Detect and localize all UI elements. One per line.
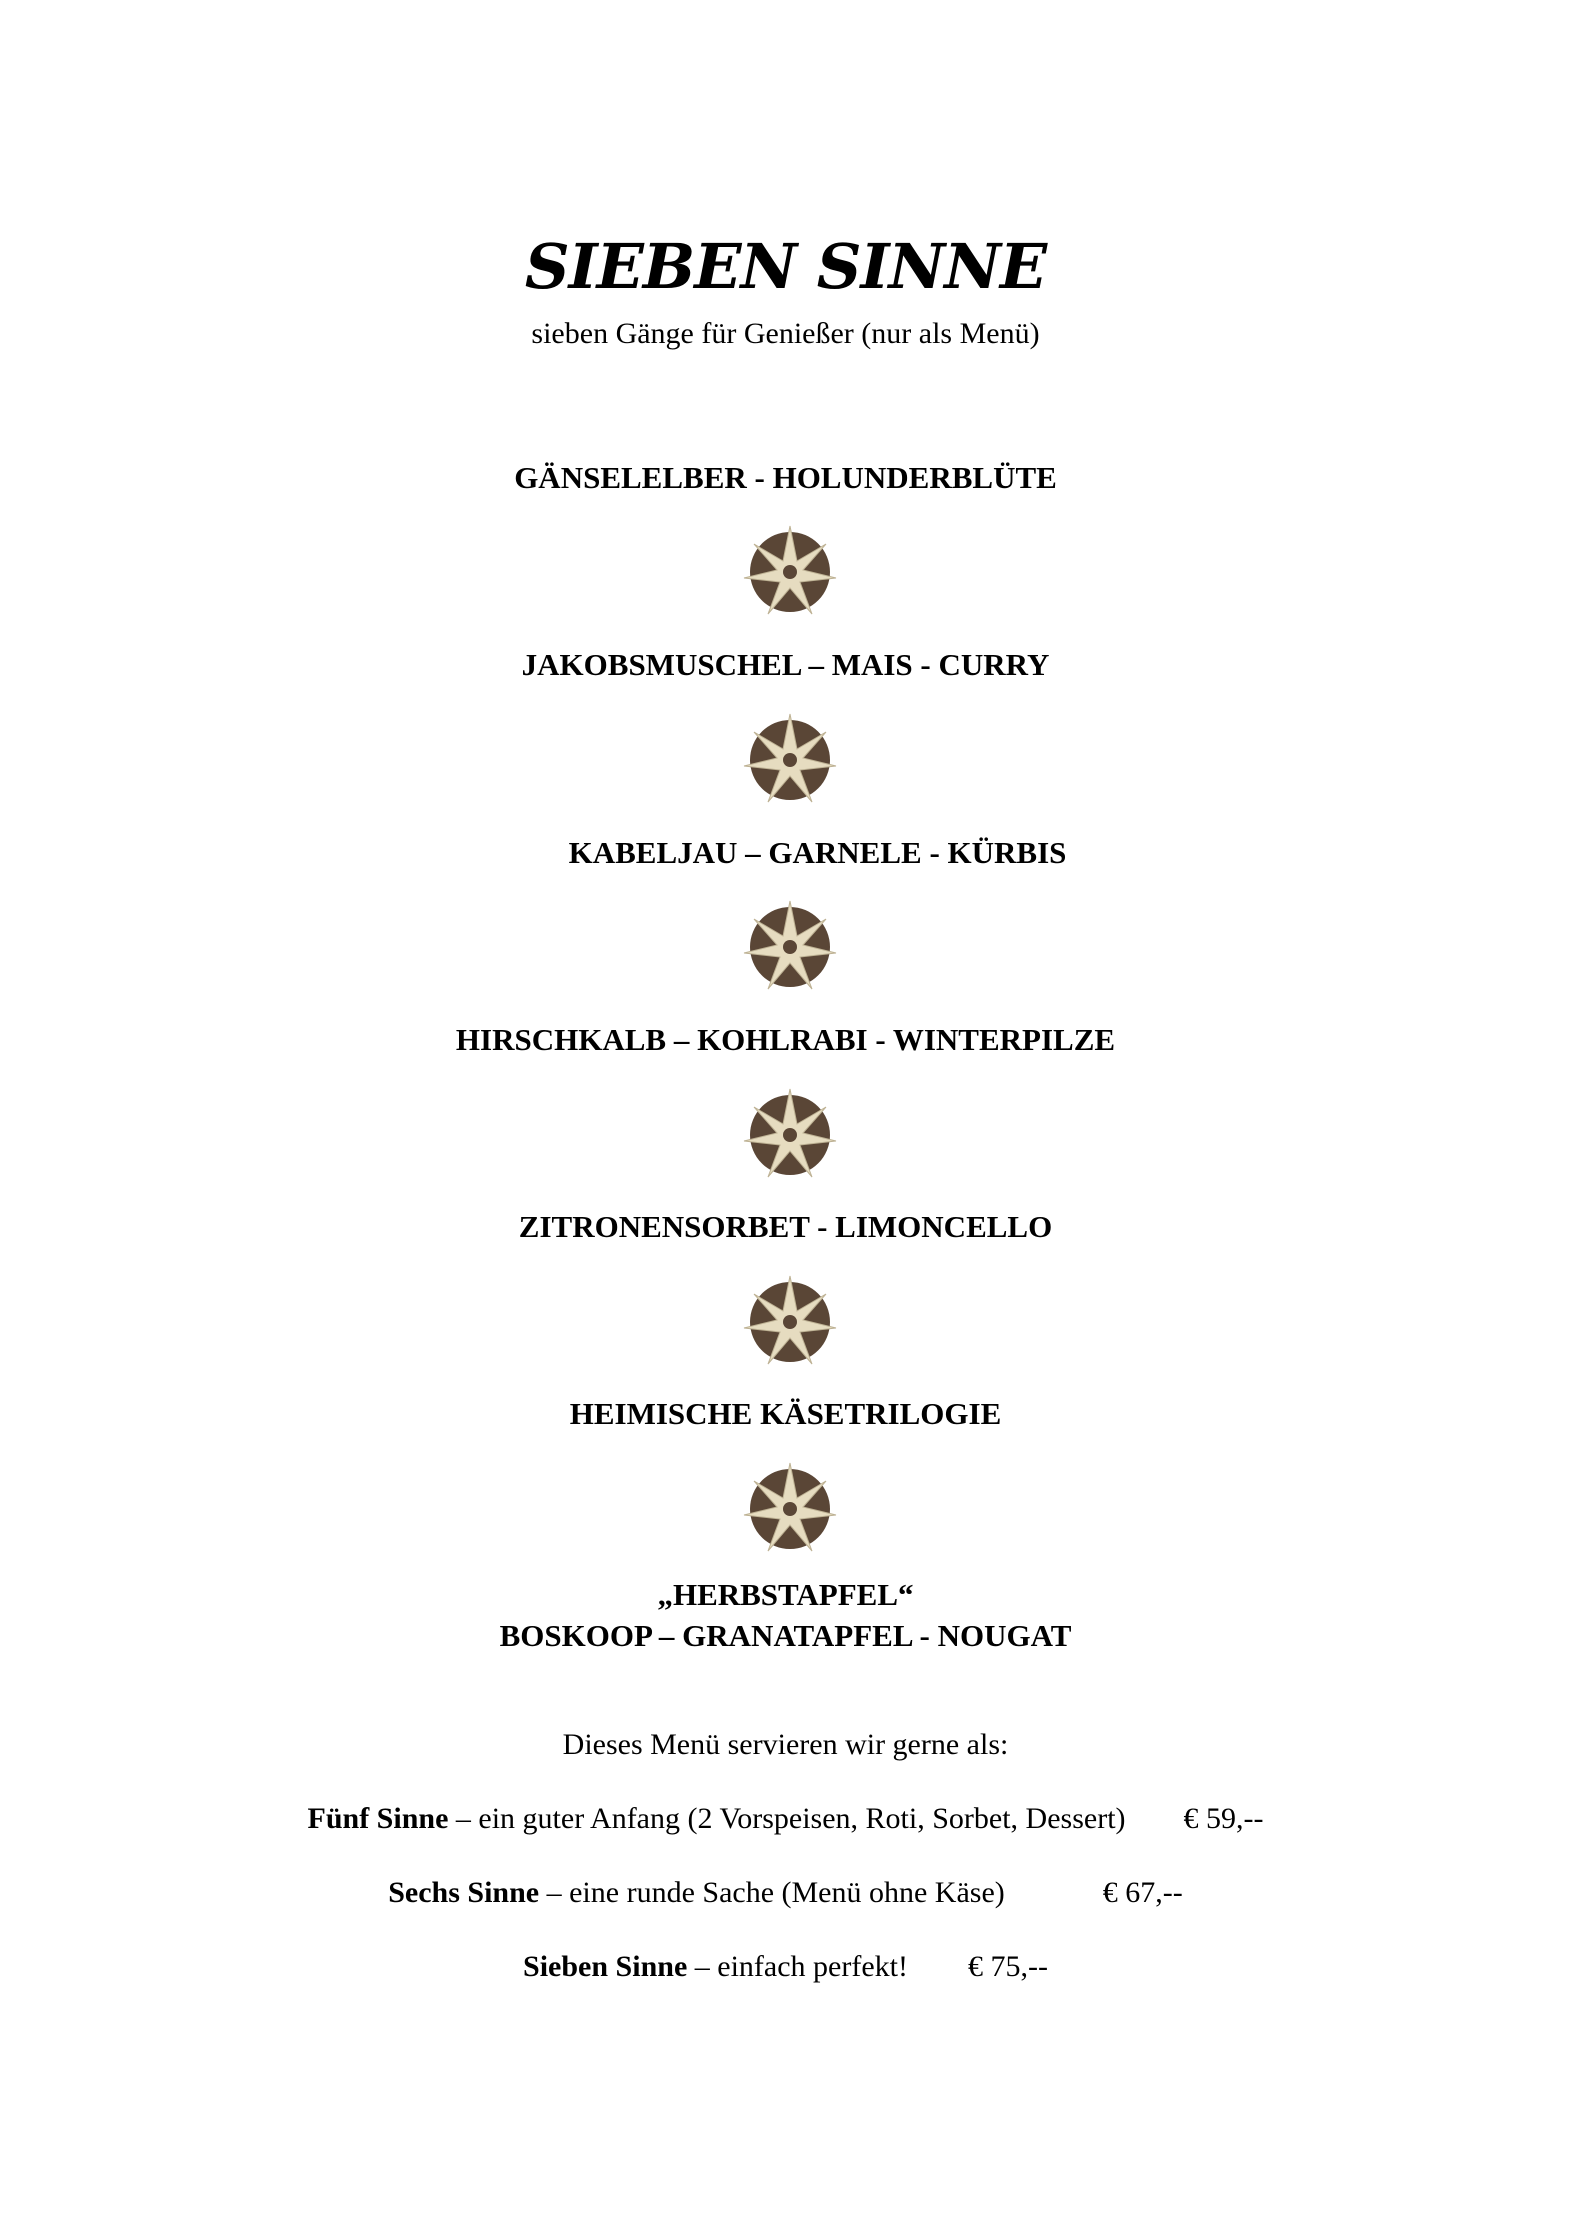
- course-7-title: „HERBSTAPFEL“: [657, 1577, 914, 1612]
- course-2: JAKOBSMUSCHEL – MAIS - CURRY: [521, 647, 1050, 682]
- option-seven-senses: [0, 1949, 1571, 1985]
- star-compass-icon: [740, 710, 840, 810]
- star-compass-icon: [740, 897, 840, 997]
- option-description: – eine runde Sache (Menü ohne Käse): [539, 1876, 1005, 1909]
- menu-subtitle: sieben Gänge für Genießer (nur als Menü): [531, 317, 1040, 350]
- course-7-description: BOSKOOP – GRANATAPFEL - NOUGAT: [499, 1618, 1072, 1653]
- option-price: € 75,--: [967, 1950, 1048, 1983]
- star-compass-icon: [740, 1459, 840, 1559]
- option-name: Fünf Sinne: [307, 1802, 449, 1835]
- star-compass-icon: [740, 522, 840, 622]
- course-1: GÄNSELELBER - HOLUNDERBLÜTE: [514, 460, 1057, 495]
- course-6: HEIMISCHE KÄSETRILOGIE: [569, 1396, 1002, 1431]
- options-intro: Dieses Menü servieren wir gerne als:: [562, 1728, 1009, 1761]
- menu-title: SIEBEN SINNE: [524, 230, 1047, 303]
- course-4: HIRSCHKALB – KOHLRABI - WINTERPILZE: [455, 1022, 1116, 1057]
- star-compass-icon: [740, 1272, 840, 1372]
- option-name: Sieben Sinne: [523, 1950, 688, 1983]
- option-description: – ein guter Anfang (2 Vorspeisen, Roti, Sorbet, Dessert): [448, 1802, 1126, 1835]
- option-five-senses: [0, 1801, 1571, 1837]
- option-price: € 67,--: [1102, 1876, 1183, 1909]
- option-name: Sechs Sinne: [388, 1876, 540, 1909]
- course-5: ZITRONENSORBET - LIMONCELLO: [518, 1209, 1053, 1244]
- course-3: KABELJAU – GARNELE - KÜRBIS: [568, 835, 1067, 870]
- option-description: – einfach perfekt!: [687, 1950, 908, 1983]
- star-compass-icon: [740, 1085, 840, 1185]
- option-price: € 59,--: [1183, 1802, 1264, 1835]
- option-six-senses: [0, 1875, 1571, 1911]
